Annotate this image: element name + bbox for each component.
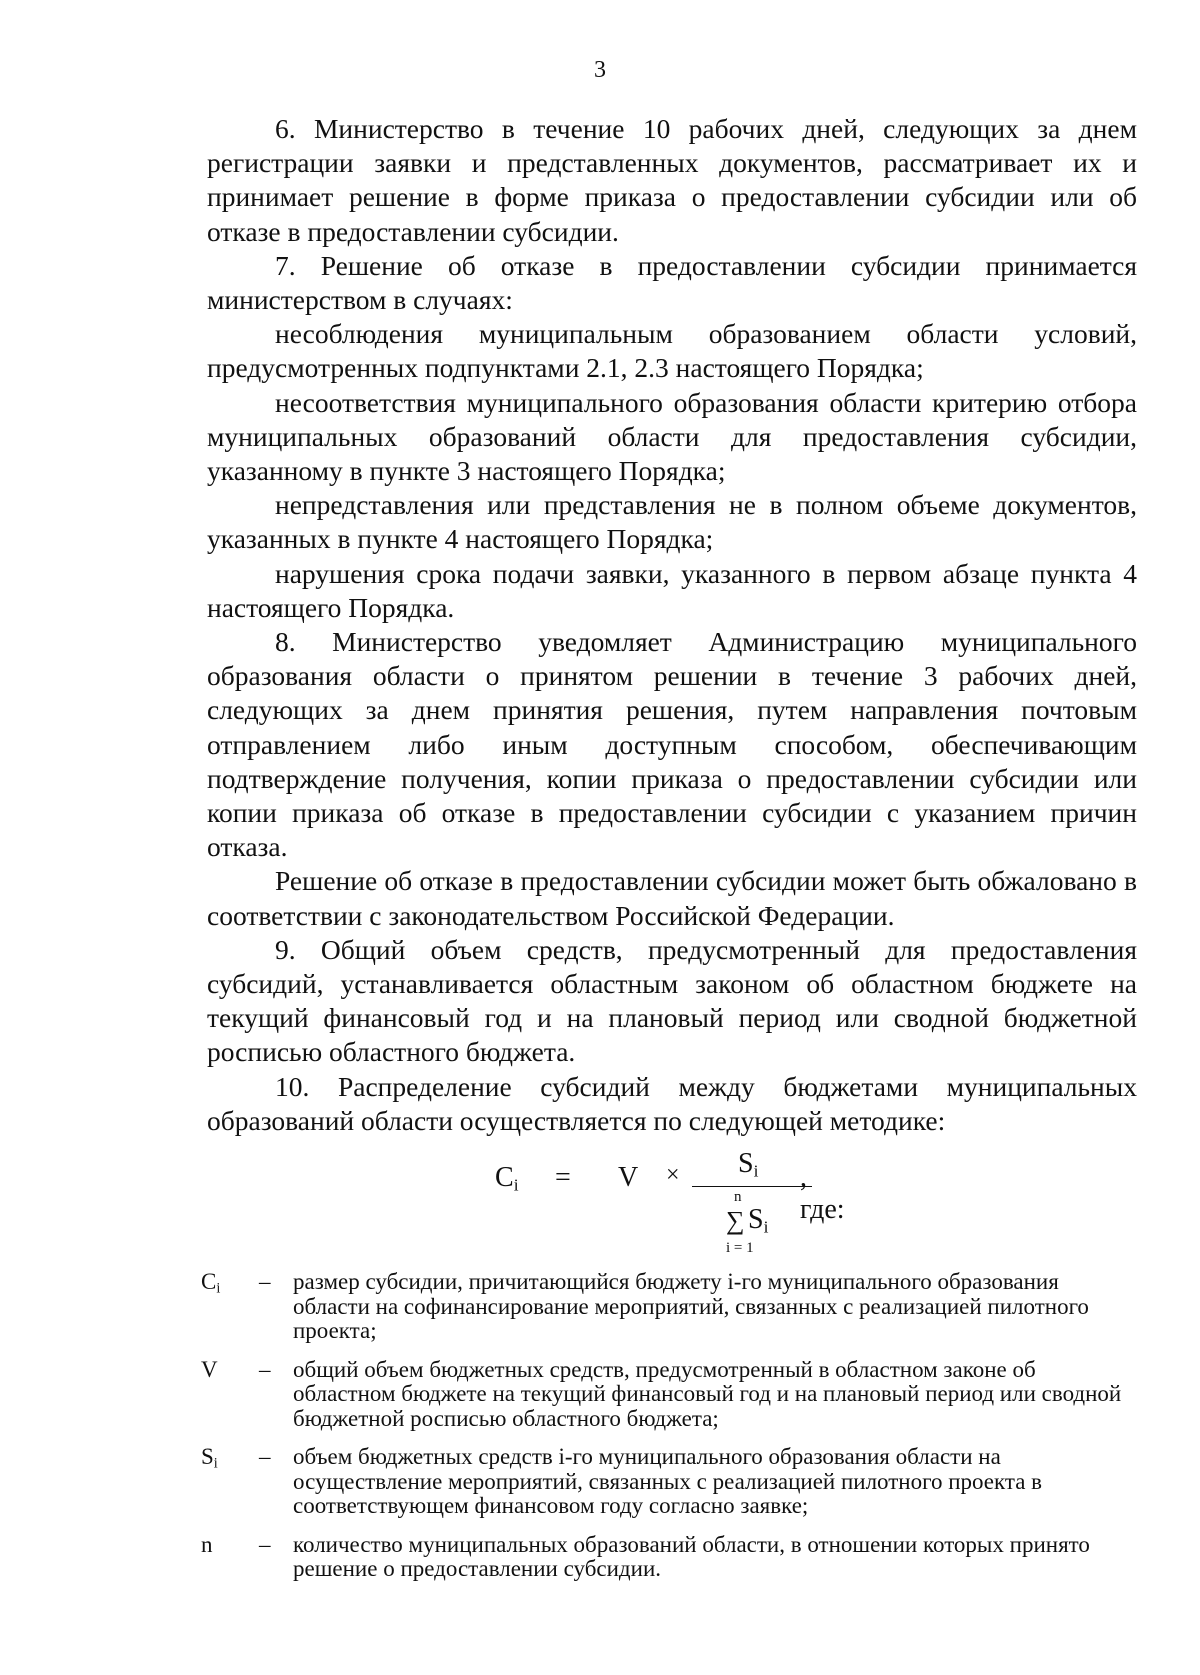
definition-dash: – [259,1356,271,1382]
formula-definitions [201,1270,1141,1596]
definition-text: размер субсидии, причитающийся бюджету i-го муниципального образования области на софинансирование мероприятий, связанных с реализацией пилотного проекта; [293,1269,1089,1343]
definition-row [201,1445,1141,1519]
formula-numerator: $S_i$ [738,1148,759,1181]
definition-text: общий объем бюджетных средств, предусмотренный в областном законе об областном бюджете на текущий финансовый год и на плановый период или сводной бюджетной росписью областного бюджета; [293,1356,1122,1431]
definition-text: объем бюджетных средств i-го муниципального образования области на осуществление мероприятий, связанных с реализацией пилотного проекта в соответствующем финансовом году согласно заявке; [293,1444,1043,1518]
definition-row [201,1270,1141,1344]
paragraph-7: 7. Решение об отказе в предоставлении субсидии принимается министерством в случаях: [207,249,1137,316]
definition-row [201,1533,1141,1582]
document-body [207,112,1137,1138]
definition-text: количество муниципальных образований области, в отношении которых принято решение о предоставлении субсидии. [293,1531,1090,1581]
formula-v: V [618,1162,639,1193]
definition-dash: – [259,1444,271,1469]
fraction-line [692,1186,812,1187]
definition-dash: – [259,1269,271,1294]
paragraph-8-appeal: Решение об отказе в предоставлении субсидии может быть обжаловано в соответствии с законодательством Российской Федерации. [207,865,1137,931]
distribution-formula [470,1148,845,1258]
formula-times: × [666,1162,680,1188]
page-number: 3 [594,57,606,83]
definition-symbol: V [201,1356,218,1382]
formula-suffix: , где: [800,1162,845,1225]
sigma-symbol: ∑ [726,1206,745,1235]
paragraph-7-case-4: нарушения срока подачи заявки, указанного в первом абзаце пункта 4 настоящего Порядка. [207,557,1137,623]
paragraph-9: 9. Общий объем средств, предусмотренный для предоставления субсидий, устанавливается областным законом об областном бюджете на текущий финансовый год и на плановый период или сводной бюджетной росписью областного бюджета. [207,933,1137,1068]
definition-symbol: $S_i$ [201,1444,218,1472]
paragraph-6: 6. Министерство в течение 10 рабочих дней, следующих за днем регистрации заявки и представленных документов, рассматривает их и принимает решение в форме приказа о предоставлении субсидии или об отказе в предоставлении субсидии. [207,113,1137,247]
paragraph-7-case-2: несоответствия муниципального образования области критерию отбора муниципальных образований области для предоставления субсидии, указанному в пункте 3 настоящего Порядка; [207,386,1137,487]
definition-symbol: $C_i$ [201,1269,221,1297]
sum-lower-limit: i = 1 [726,1240,754,1256]
paragraph-7-case-1: несоблюдения муниципальным образованием области условий, предусмотренных подпунктами 2.1, 2.3 настоящего Порядка; [207,318,1137,384]
sum-upper-limit: n [734,1189,742,1205]
definition-dash: – [259,1531,271,1557]
formula-lhs: $C_i$ [495,1162,519,1195]
formula-equals: = [555,1162,571,1193]
paragraph-10: 10. Распределение субсидий между бюджетами муниципальных образований области осуществляется по следующей методике: [207,1070,1137,1136]
paragraph-8: 8. Министерство уведомляет Администрацию муниципального образования области о принятом решении в течение 3 рабочих дней, следующих за днем принятия решения, путем направления почтовым отправлением либо иным доступным способом, обеспечивающим подтверждение получения, копии приказа о предоставлении субсидии или копии приказа об отказе в предоставлении субсидии с указанием причин отказа. [207,626,1137,863]
definition-symbol: n [201,1531,213,1557]
sum-term: $S_i$ [748,1204,769,1237]
paragraph-7-case-3: непредставления или представления не в полном объеме документов, указанных в пункте 4 настоящего Порядка; [207,489,1137,555]
definition-row [201,1358,1141,1432]
